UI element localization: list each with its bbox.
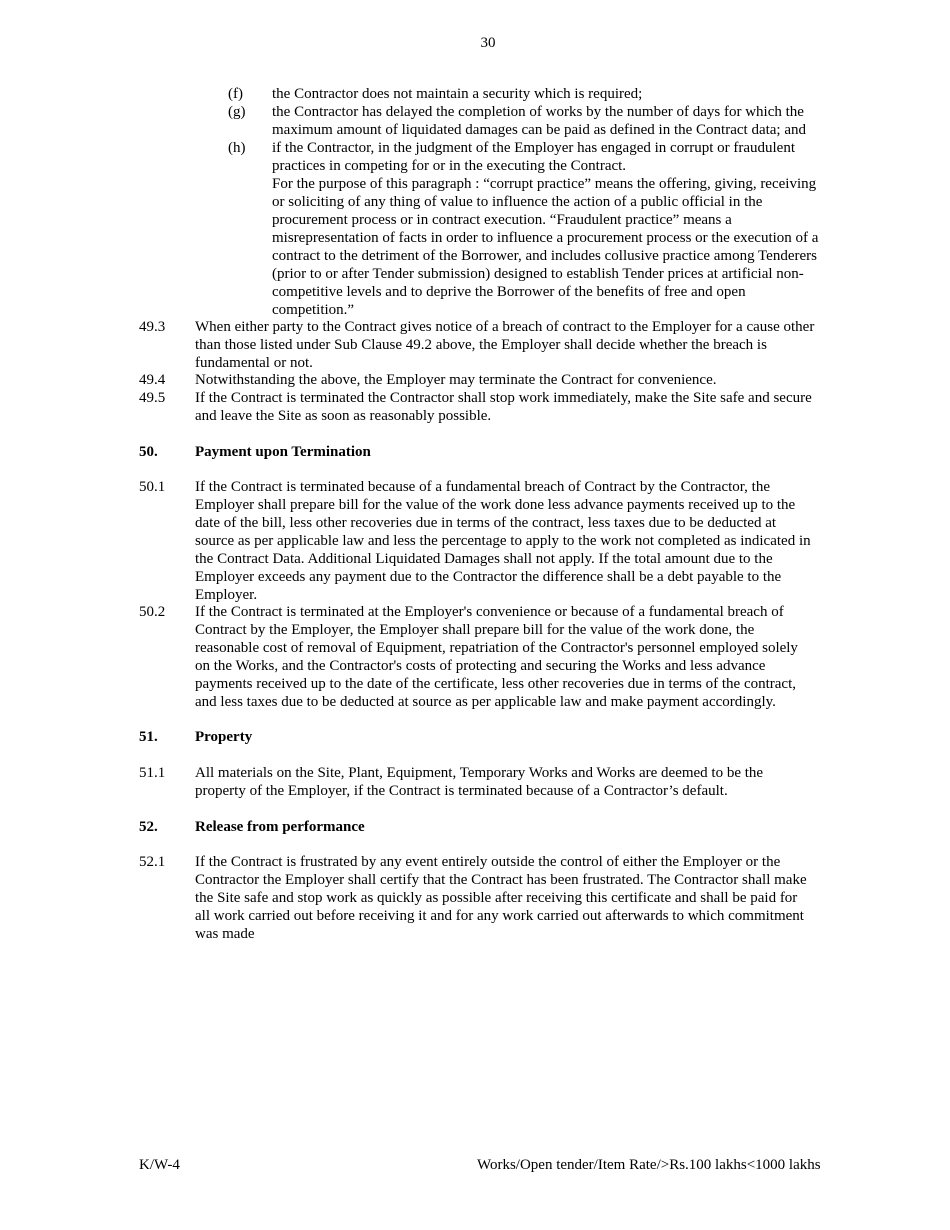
clause-text: If the Contract is terminated at the Employer's convenience or because of a fundamental breach of Contract by the Employer, the Employer shall prepare bill for the value of the work done, the reasonable cost of removal of Equipment, repatriation of the Contractor's personnel employed solely on the Works, and the Contractor's costs of protecting and securing the Works and less advance payments received up to the date of the certificate, less other recoveries due in terms of the contract, and less taxes due to be deducted at source as per applicable law and make payment accordingly. (195, 604, 798, 710)
subclause-label: (f) (228, 86, 243, 102)
clause-text: If the Contract is terminated the Contractor shall stop work immediately, make the Site safe and secure and leave the Site as soon as reasonably possible. (195, 390, 812, 424)
page-number: 30 (480, 35, 496, 51)
clause-text: When either party to the Contract gives notice of a breach of contract to the Employer for a cause other than those listed under Sub Clause 49.2 above, the Employer shall decide whether the breach is fundamental or not. (195, 319, 815, 371)
clause-number: 49.5 (139, 390, 166, 406)
section-number: 50. (139, 444, 158, 460)
subclause-text: if the Contractor, in the judgment of the Employer has engaged in corrupt or fraudulent practices in competing for or in the executing the Contract. For the purpose of this paragraph : “corrupt practice” means the offering, giving, receiving or soliciting of any thing of value to influence the action of a public official in the procurement process or in contract execution. “Fraudulent practice” means a misrepresentation of facts in order to influence a procurement process or the execution of a contract to the detriment of the Borrower, and includes collusive practice among Tenderers (prior to or after Tender submission) designed to establish Tender prices at artificial non- competitive levels and to deprive the Borrower of the benefits of free and open competition.” (272, 140, 819, 318)
clause-number: 49.3 (139, 319, 166, 335)
section-title: Property (195, 729, 253, 745)
clause-text: If the Contract is terminated because of a fundamental breach of Contract by the Contractor, the Employer shall prepare bill for the value of the work done less advance payments received up to the date of the bill, less other recoveries due in terms of the contract, less taxes due to be deducted at source as per applicable law and less the percentage to apply to the work not completed as indicated in the Contract Data. Additional Liquidated Damages shall not apply. If the total amount due to the Employer exceeds any payment due to the Contractor the difference shall be a debt payable to the Employer. (195, 479, 811, 603)
clause-number: 49.4 (139, 372, 166, 388)
section-number: 52. (139, 819, 158, 835)
footer-tender-category: Works/Open tender/Item Rate/>Rs.100 lakhs<1000 lakhs (477, 1157, 821, 1173)
section-number: 51. (139, 729, 158, 745)
clause-text: If the Contract is frustrated by any event entirely outside the control of either the Employer or the Contractor the Employer shall certify that the Contract has been frustrated. The Contractor shall make the Site safe and stop work as quickly as possible after receiving this certificate and shall be paid for all work carried out before receiving it and for any work carried out afterwards to which commitment was made (195, 854, 807, 942)
footer-document-code: K/W-4 (139, 1157, 180, 1173)
subclause-label: (h) (228, 140, 246, 156)
clause-number: 51.1 (139, 765, 166, 781)
clause-number: 50.2 (139, 604, 166, 620)
subclause-text: the Contractor has delayed the completion of works by the number of days for which the maximum amount of liquidated damages can be paid as defined in the Contract data; and (272, 104, 807, 138)
section-title: Release from performance (195, 819, 365, 835)
subclause-text: the Contractor does not maintain a security which is required; (272, 86, 643, 102)
clause-number: 52.1 (139, 854, 166, 870)
subclause-label: (g) (228, 104, 246, 120)
clause-number: 50.1 (139, 479, 166, 495)
clause-text: All materials on the Site, Plant, Equipment, Temporary Works and Works are deemed to be the property of the Employer, if the Contract is terminated because of a Contractor’s default. (195, 765, 764, 799)
clause-text: Notwithstanding the above, the Employer may terminate the Contract for convenience. (195, 372, 717, 388)
section-title: Payment upon Termination (195, 444, 371, 460)
